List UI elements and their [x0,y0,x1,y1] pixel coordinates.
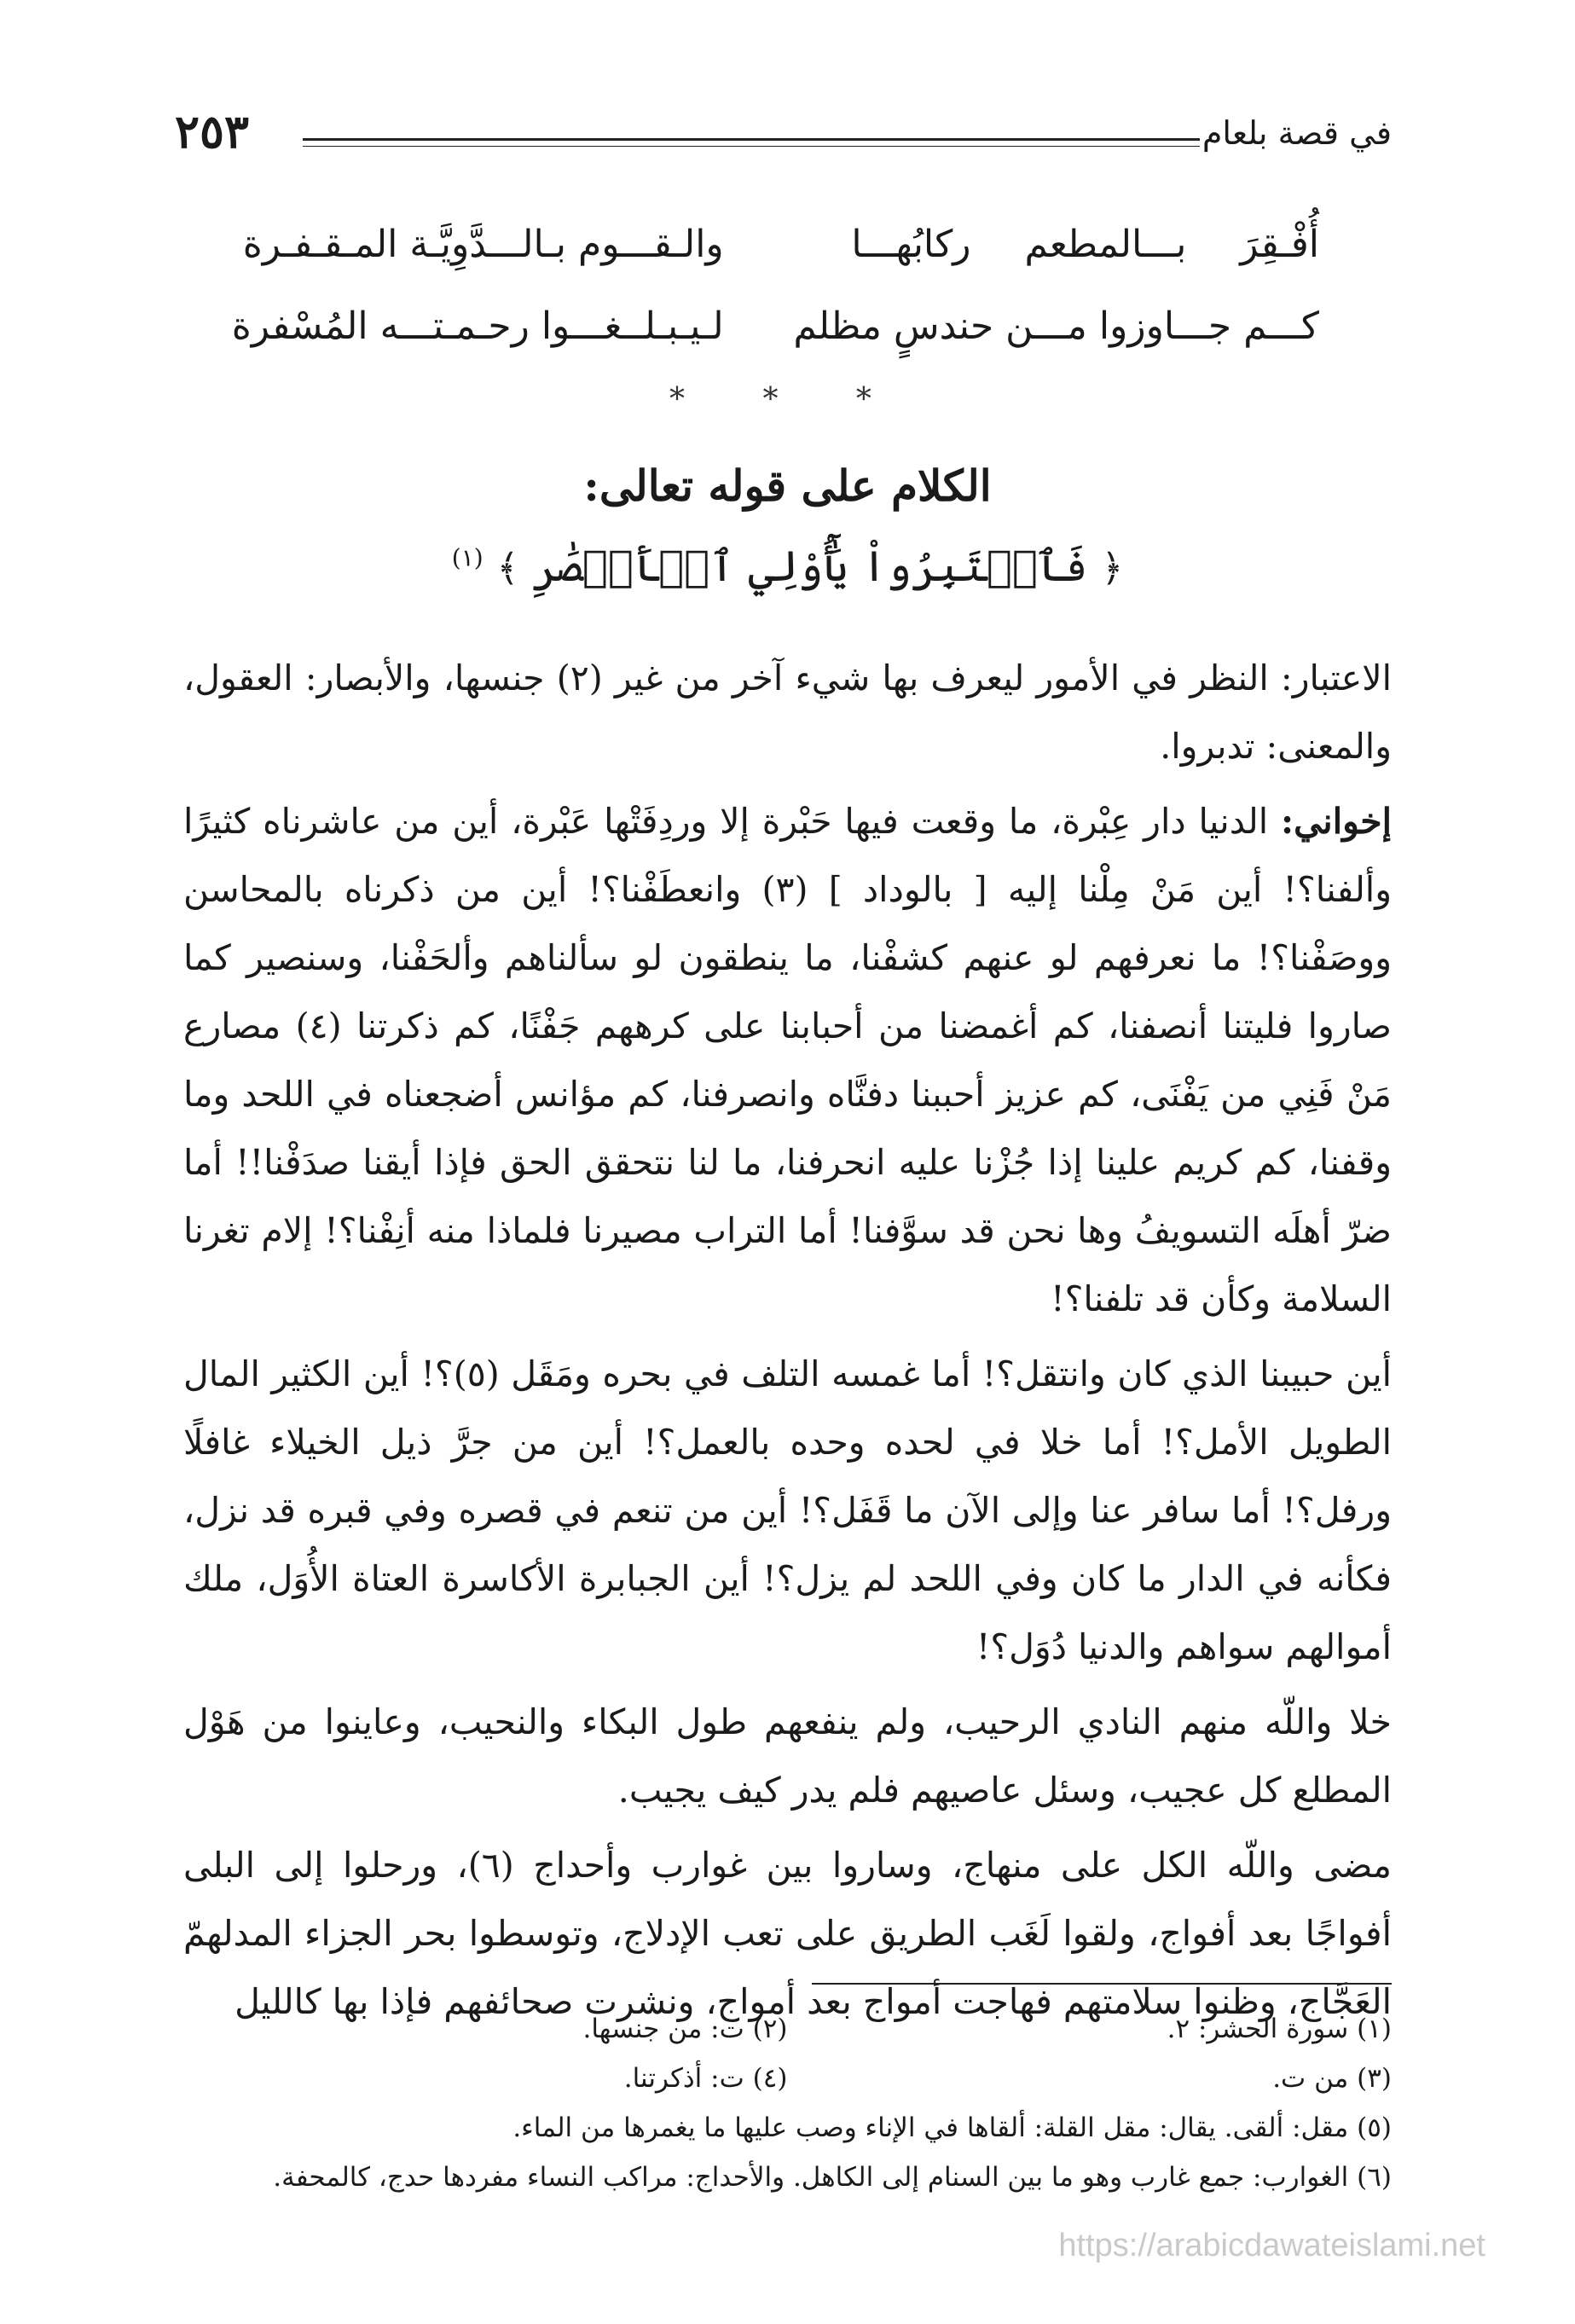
section-separator: * * * [669,382,906,417]
footnote: (١) سورة الحشر: ٢. [1167,2014,1392,2044]
poem-hemistich-right: أُفْـقِرَ بـــالمطعم ركابُهـــا [851,222,1319,266]
paragraph: خلا واللّه منهم النادي الرحيب، ولم ينفعهم طول البكاء والنحيب، وعاينوا من هَوْل المطلع كل عجيب، وسئل عاصيهم فلم يدر كيف يجيب. [183,1701,1392,1811]
footnote-rule [812,1983,1392,1985]
body-text [183,644,1392,2043]
footnote-mark: (١) [451,543,484,572]
quran-verse [183,542,1392,591]
footnote: (٣) من ت. [1272,2063,1392,2094]
poem [231,203,1319,367]
footnote: (٤) ت: أذكرتنا. [623,2063,788,2094]
footnote: (٥) مقل: ألقى. يقال: مقل القلة: ألقاها في الإناء وصب عليها ما يغمرها من الماء. [512,2112,1392,2143]
paragraph: أين حبيبنا الذي كان وانتقل؟! أما غمسه التلف في بحره ومَقَل (٥)؟! أين الكثير المال الطويل الأمل؟! أما خلا في لحده وحده بالعمل؟! أين من جرَّ ذيل الخيلاء غافلًا ورفل؟! أما سافر عنا وإلى الآن ما قَفَل؟! أين من تنعم في قصره وفي قبره قد نزل، فكأنه في الدار ما كان وفي اللحد لم يزل؟! أين الجبابرة الأكاسرة العتاة الأُوَل، ملك أموالهم سواهم والدنيا دُوَل؟! [183,1353,1392,1667]
paragraph: الاعتبار: النظر في الأمور ليعرف بها شيء آخر من غير (٢) جنسها، والأبصار: العقول، والمعنى: تدبروا. [183,658,1392,767]
footnote-row [183,2054,1392,2103]
footnote: (٦) الغوارب: جمع غارب وهو ما بين السنام إلى الكاهل. والأحداج: مراكب النساء مفردها حدج، كالمحفة. [273,2162,1392,2193]
paragraph: مضى واللّه الكل على منهاج، وساروا بين غوارب وأحداج (٦)، ورحلوا إلى البلى أفواجًا بعد أفواج، ولقوا لَغَب الطريق على تعب الإدلاج، وتوسطوا بحر الجزاء المدلهمّ العَجَّاج، وظنوا سلامتهم فهاجت أمواج بعد أمواج، ونشرت صحائفهم فإذا بها كالليل [183,1845,1392,2022]
watermark-url: https://arabicdawateislami.net [1058,2228,1485,2263]
footnotes [183,2004,1392,2202]
poem-hemistich-left: والـقـــوم بـالـــدَّوِيَّـة المـقـفـرة [242,222,724,266]
poem-hemistich-left: لـيـبـلــغـــوا رحـمـتـــه المُسْفرة [231,304,724,348]
paragraph [183,787,1392,1333]
page-number: ٢٥٣ [175,104,250,159]
poem-hemistich-right: كـــم جـــاوزوا مـــن حندسٍ مظلم [793,304,1319,348]
footnote-row [183,2004,1392,2054]
footnote: (٢) ت: من جنسها. [582,2014,788,2044]
ornate-bracket-close: ﴾ [496,547,519,590]
ornate-bracket-open: ﴿ [1101,547,1124,590]
poem-line [242,203,1319,285]
paragraph-text: الدنيا دار عِبْرة، ما وقعت فيها حَبْرة إلا وردِفَتْها عَبْرة، أين من عاشرناه كثيرًا وألفنا؟! أين مَنْ مِلْنا إليه [ بالوداد ] (٣) وانعطَفْنا؟! أين من ذكرناه بالمحاسن ووصَفْنا؟! ما نعرفهم لو عنهم كشفْنا، ما ينطقون لو سألناهم وألحَفْنا، وسنصير كما صاروا فليتنا أنصفنا، كم أغمضنا من أحبابنا على كرههم جَفْنًا، كم ذكرتنا (٤) مصارع مَنْ فَنِي من يَفْنَى، كم عزيز أحببنا دفنَّاه وانصرفنا، كم مؤانس أضجعناه في اللحد وما وقفنا، كم كريم علينا إذا جُزْنا عليه انحرفنا، ما لنا نتحقق الحق فإذا أيقنا صدَفْنا!! أما ضرّ أهلَه التسويفُ وها نحن قد سوَّفنا! أما التراب مصيرنا فلماذا منه أنِفْنا؟! إلام تغرنا السلامة وكأن قد تلفنا؟! [183,801,1392,1319]
header-rule [303,138,1200,141]
section-heading: الكلام على قوله تعالى: [583,461,992,511]
header-title: في قصة بلعام [1202,114,1392,152]
running-header [175,104,1392,171]
poem-line [231,285,1319,367]
quran-verse-text: فَٱعۡتَبِرُواْ يَٰٓأُوْلِي ٱلۡأَبۡصَٰرِ [532,542,1088,591]
paragraph-lead: إخواني: [1280,801,1392,842]
